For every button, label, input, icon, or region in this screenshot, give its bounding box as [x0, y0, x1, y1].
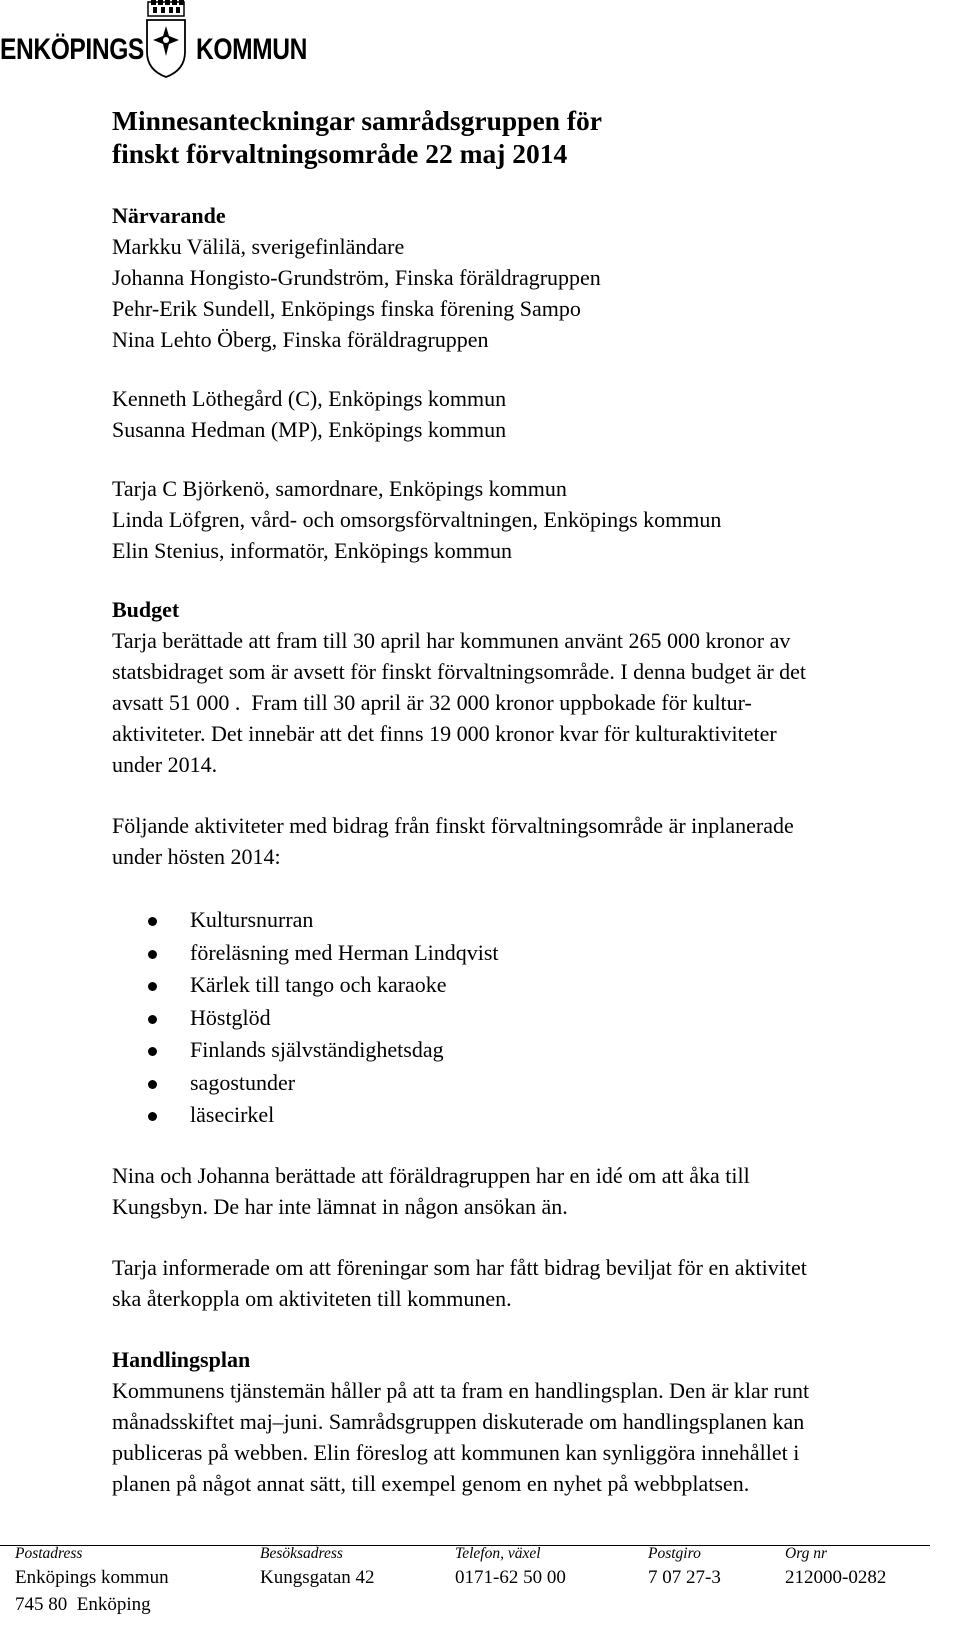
list-item	[112, 1099, 952, 1132]
attendee: Markku Välilä, sverigefinländare	[112, 234, 405, 259]
title-line: finskt förvaltningsområde 22 maj 2014	[112, 138, 568, 169]
footer-label: Telefon, växel	[455, 1545, 541, 1562]
budget-heading: Budget	[112, 597, 180, 622]
plan-heading: Handlingsplan	[112, 1346, 251, 1372]
list-item	[112, 1034, 952, 1067]
attendee: Linda Löfgren, vård- och omsorgsförvaltningen, Enköpings kommun	[112, 507, 722, 532]
attendees-group	[112, 473, 952, 566]
attendee: Kenneth Löthegård (C), Enköpings kommun	[112, 386, 507, 411]
text-line: Kungsbyn. De har inte lämnat in någon ansökan än.	[112, 1193, 568, 1219]
text-line: Nina och Johanna berättade att föräldragruppen har en idé om att åka till	[112, 1162, 750, 1188]
footer-telefon	[455, 1544, 566, 1591]
text-line: statsbidraget som är avsett för finskt förvaltningsområde. I denna budget är det	[112, 659, 807, 684]
text-line: Kommunens tjänstemän håller på att ta fram en handlingsplan. Den är klar runt	[112, 1377, 810, 1403]
document-body	[112, 104, 952, 1499]
attendees-group	[112, 231, 952, 355]
footer-label: Besöksadress	[260, 1545, 343, 1562]
text-line: månadsskiftet maj–juni. Samrådsgruppen diskuterade om handlingsplanen kan	[112, 1408, 805, 1434]
text-line: under hösten 2014:	[112, 844, 281, 869]
activities-intro	[112, 810, 952, 872]
attendee: Elin Stenius, informatör, Enköpings kommun	[112, 538, 512, 563]
footer-besoksadress	[260, 1544, 375, 1591]
activity-label: sagostunder	[190, 1069, 296, 1095]
parents-paragraph	[112, 1160, 952, 1222]
text-line: publiceras på webben. Elin föreslog att kommunen kan synliggöra innehållet i	[112, 1439, 800, 1465]
footer-label: Postadress	[15, 1545, 83, 1562]
plan-paragraph	[112, 1375, 952, 1499]
attendees-heading: Närvarande	[112, 203, 226, 228]
associations-paragraph	[112, 1252, 952, 1314]
municipality-logo	[0, 0, 320, 80]
footer-value: Kungsgatan 42	[260, 1567, 375, 1588]
bullet-icon	[148, 1080, 157, 1089]
bullet-icon	[148, 1015, 157, 1024]
list-item	[112, 969, 952, 1002]
bullet-icon	[148, 1047, 157, 1056]
footer-value: 7 07 27-3	[648, 1567, 721, 1588]
logo-text-right: KOMMUN	[196, 33, 307, 66]
footer-orgnr	[785, 1544, 886, 1591]
activity-label: Finlands självständighetsdag	[190, 1037, 444, 1062]
title-line: Minnesanteckningar samrådsgruppen för	[112, 105, 602, 136]
text-line: Tarja informerade om att föreningar som har fått bidrag beviljat för en aktivitet	[112, 1254, 807, 1280]
text-line: Följande aktiviteter med bidrag från finskt förvaltningsområde är inplanerade	[112, 813, 794, 838]
activity-label: Kultursnurran	[190, 907, 314, 932]
bullet-icon	[148, 950, 157, 959]
attendee: Susanna Hedman (MP), Enköpings kommun	[112, 417, 507, 442]
text-line: ska återkoppla om aktiviteten till kommunen.	[112, 1285, 512, 1311]
attendee: Tarja C Björkenö, samordnare, Enköpings kommun	[112, 476, 567, 501]
bullet-icon	[148, 917, 157, 926]
logo-text-left: ENKÖPINGS	[0, 33, 144, 66]
footer-value: 0171-62 50 00	[455, 1567, 566, 1588]
coat-of-arms-icon	[145, 0, 187, 78]
footer-value: 212000-0282	[785, 1567, 887, 1588]
bullet-icon	[148, 1112, 157, 1121]
list-item	[112, 1067, 952, 1100]
list-item	[112, 937, 952, 970]
text-line: aktiviteter. Det innebär att det finns 19 000 kronor kvar för kulturaktiviteter	[112, 721, 777, 746]
activity-label: föreläsning med Herman Lindqvist	[190, 939, 499, 965]
text-line: avsatt 51 000 . Fram till 30 april är 32 000 kronor uppbokade för kultur-	[112, 690, 752, 715]
document-title	[112, 104, 952, 170]
activities-list	[112, 904, 952, 1132]
activity-label: Kärlek till tango och karaoke	[190, 972, 447, 997]
footer-divider	[0, 1545, 930, 1546]
footer-label: Org nr	[785, 1545, 828, 1562]
activity-label: läsecirkel	[190, 1102, 275, 1127]
bullet-icon	[148, 982, 157, 991]
footer-value: 745 80 Enköping	[15, 1594, 151, 1615]
text-line: Tarja berättade att fram till 30 april har kommunen använt 265 000 kronor av	[112, 628, 791, 653]
attendee: Nina Lehto Öberg, Finska föräldragruppen	[112, 327, 489, 352]
attendee: Johanna Hongisto-Grundström, Finska föräldragruppen	[112, 265, 601, 290]
text-line: under 2014.	[112, 752, 218, 777]
budget-paragraph	[112, 625, 952, 780]
footer-postgiro	[648, 1544, 721, 1591]
footer-postadress	[15, 1544, 169, 1618]
activity-label: Höstglöd	[190, 1004, 271, 1030]
attendees-group	[112, 383, 952, 445]
list-item	[112, 904, 952, 937]
footer-value: Enköpings kommun	[15, 1567, 169, 1588]
list-item	[112, 1002, 952, 1035]
attendee: Pehr-Erik Sundell, Enköpings finska förening Sampo	[112, 296, 581, 321]
text-line: planen på något annat sätt, till exempel genom en nyhet på webbplatsen.	[112, 1470, 750, 1496]
footer-label: Postgiro	[648, 1545, 701, 1562]
